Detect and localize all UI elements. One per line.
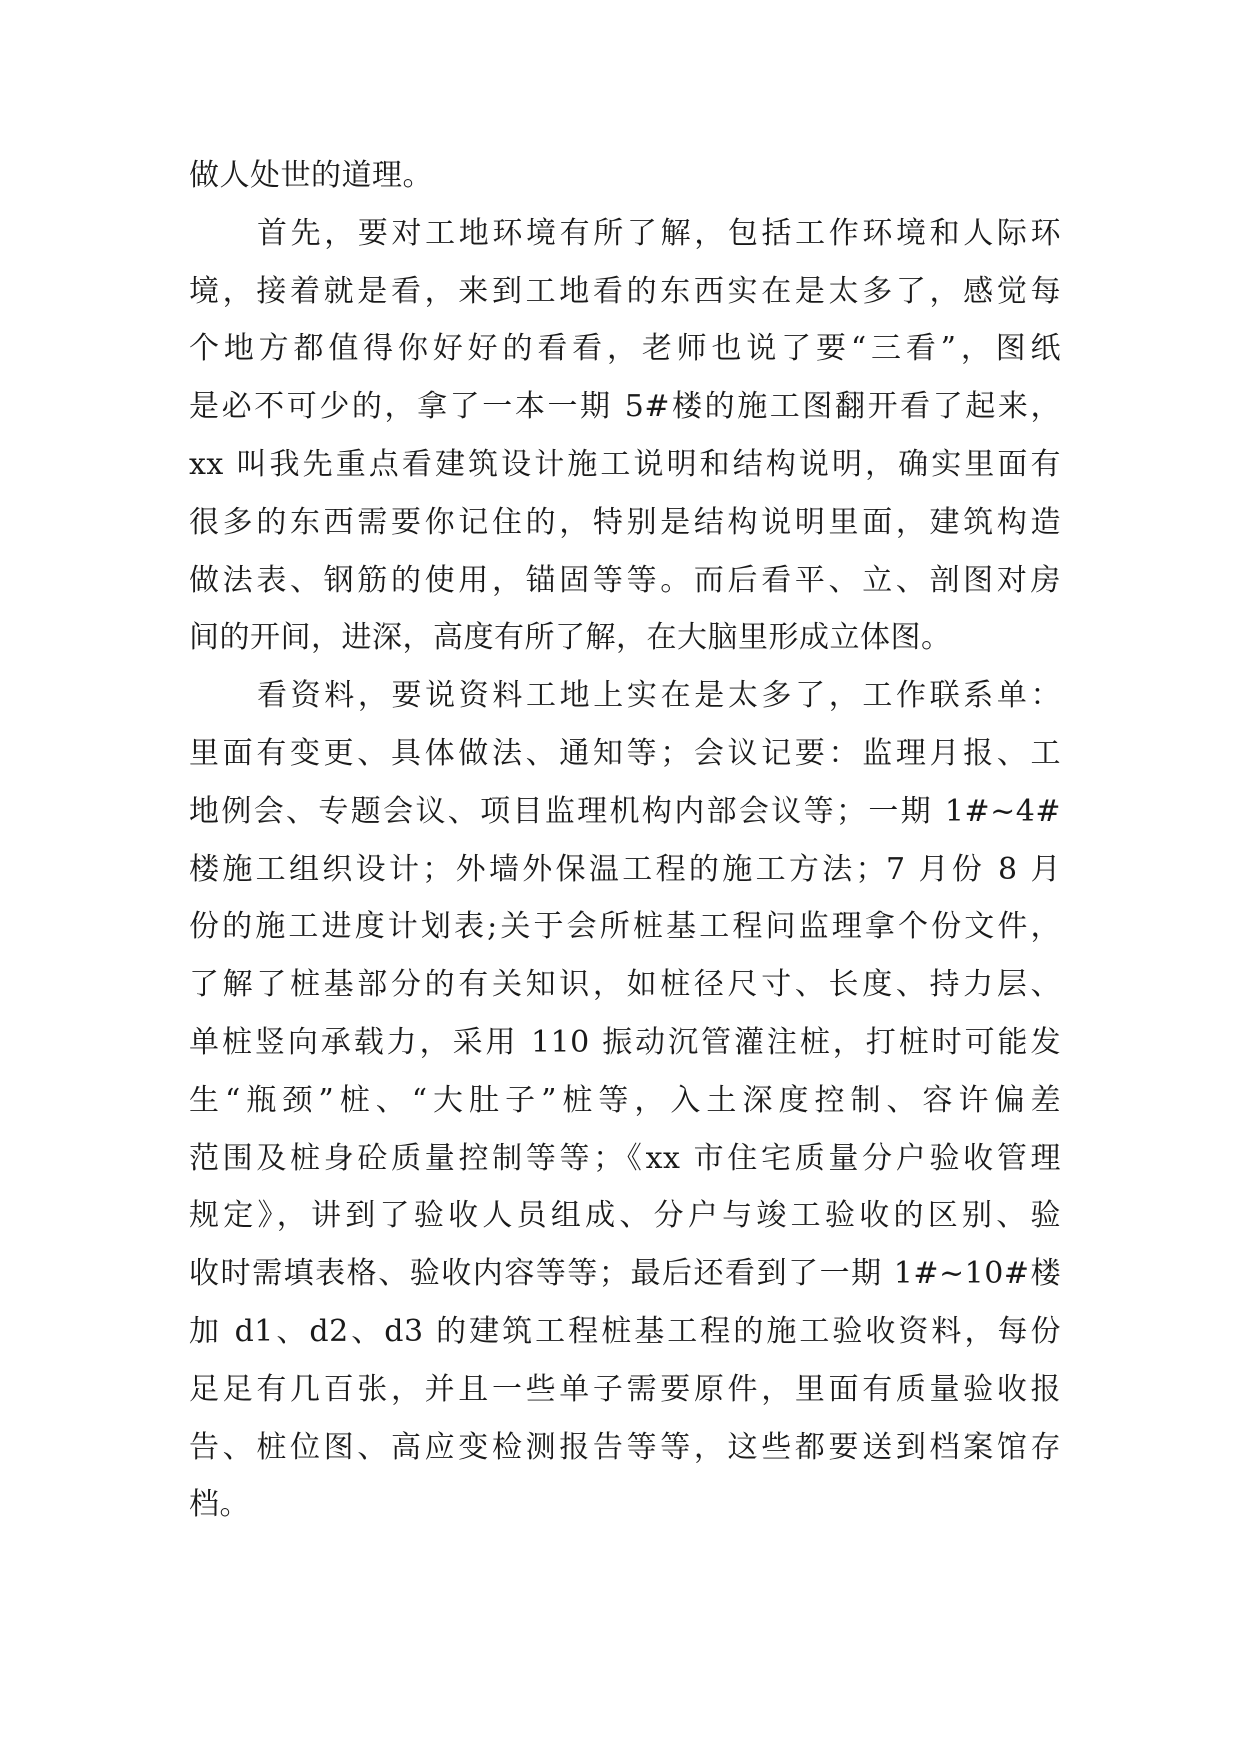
body-text: [189, 147, 1061, 1534]
text-line: 做法表、钢筋的使用，锚固等等。而后看平、立、剖图对房: [189, 562, 1061, 598]
text-line: xx 叫我先重点看建筑设计施工说明和结构说明，确实里面有: [189, 446, 1061, 482]
text-line: 楼施工组织设计；外墙外保温工程的施工方法；7 月份 8 月: [189, 851, 1061, 887]
text-line: 个地方都值得你好好的看看，老师也说了要“三看”，图纸: [189, 331, 1061, 367]
text-line: 生“瓶颈”桩、“大肚子”桩等，入土深度控制、容许偏差: [189, 1082, 1061, 1118]
text-line: 首先，要对工地环境有所了解，包括工作环境和人际环: [257, 215, 1061, 251]
text-line: 做人处世的道理。: [189, 158, 433, 193]
text-line: 间的开间，进深，高度有所了解，在大脑里形成立体图。: [189, 620, 952, 656]
text-line: 看资料，要说资料工地上实在是太多了，工作联系单：: [257, 678, 1061, 714]
text-line: 里面有变更、具体做法、通知等；会议记要：监理月报、工: [189, 735, 1061, 771]
text-line: 很多的东西需要你记住的，特别是结构说明里面，建筑构造: [189, 504, 1061, 540]
text-line: 境，接着就是看，来到工地看的东西实在是太多了，感觉每: [189, 273, 1061, 309]
text-line: 档。: [189, 1487, 250, 1523]
text-line: 告、桩位图、高应变检测报告等等，这些都要送到档案馆存: [189, 1429, 1061, 1465]
text-line: 足足有几百张，并且一些单子需要原件，里面有质量验收报: [189, 1371, 1061, 1407]
text-line: 加 d1、d2、d3 的建筑工程桩基工程的施工验收资料，每份: [189, 1313, 1061, 1349]
text-line: 规定》，讲到了验收人员组成、分户与竣工验收的区别、验: [189, 1198, 1061, 1234]
text-line: 了解了桩基部分的有关知识，如桩径尺寸、长度、持力层、: [189, 967, 1061, 1003]
text-line: 地例会、专题会议、项目监理机构内部会议等；一期 1#~4#: [189, 793, 1061, 829]
text-line: 单桩竖向承载力，采用 110 振动沉管灌注桩，打桩时可能发: [189, 1024, 1061, 1060]
text-line: 范围及桩身砼质量控制等等；《xx 市住宅质量分户验收管理: [189, 1140, 1061, 1176]
text-line: 份的施工进度计划表;关于会所桩基工程问监理拿个份文件，: [189, 909, 1061, 945]
text-line: 是必不可少的，拿了一本一期 5#楼的施工图翻开看了起来，: [189, 389, 1061, 425]
text-line: 收时需填表格、验收内容等等；最后还看到了一期 1#~10#楼: [189, 1256, 1061, 1292]
